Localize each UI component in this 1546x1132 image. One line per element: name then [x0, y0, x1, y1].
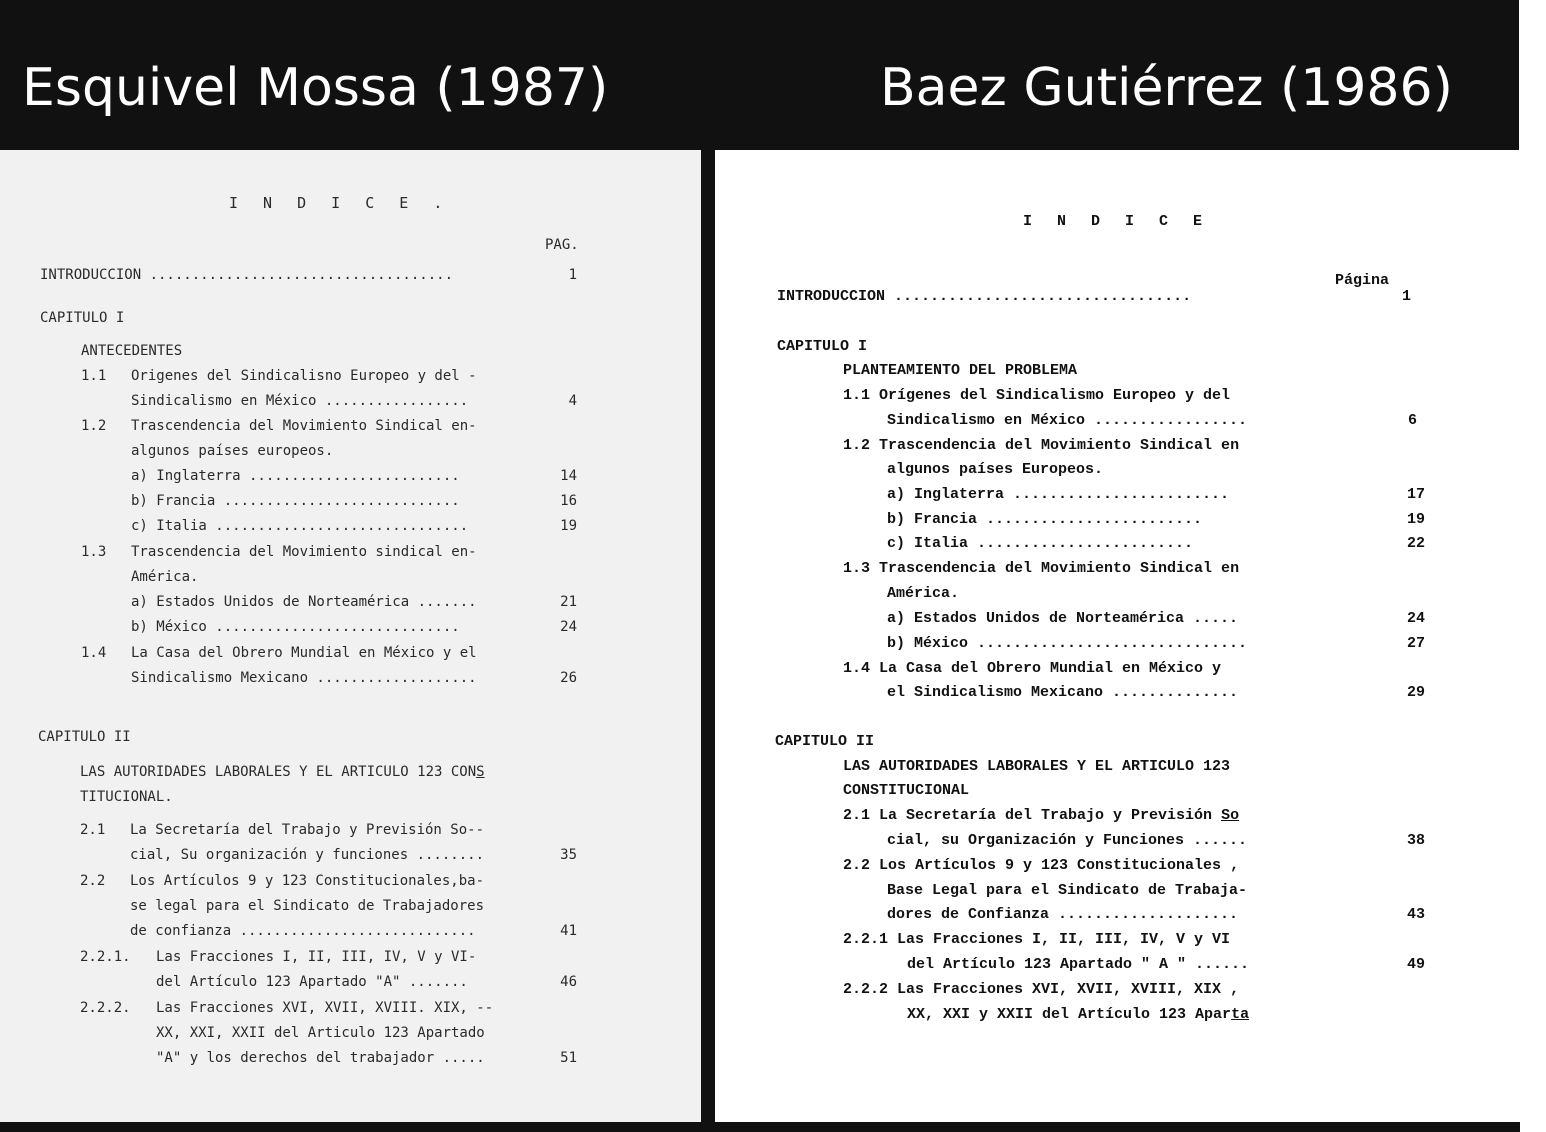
toc-entry: b) México ............................. [131, 619, 460, 635]
toc-page-number: 35 [560, 847, 577, 863]
chapter-subtitle: PLANTEAMIENTO DEL PROBLEMA [843, 362, 1078, 379]
toc-page-number: 27 [1406, 635, 1425, 652]
toc-entry: el Sindicalismo Mexicano .............. [887, 684, 1239, 701]
page-divider [701, 150, 715, 1122]
toc-entry: a) Estados Unidos de Norteamérica ....... [131, 594, 477, 610]
toc-page-number: 16 [560, 493, 577, 509]
toc-page-number: 49 [1406, 956, 1425, 973]
toc-entry: algunos países Europeos. [887, 461, 1104, 478]
toc-entry: Base Legal para el Sindicato de Trabaja- [887, 882, 1248, 899]
left-title: Esquivel Mossa (1987) [22, 58, 609, 118]
toc-page-number: 14 [560, 468, 577, 484]
toc-entry: "A" y los derechos del trabajador ..... [156, 1050, 485, 1066]
toc-intro: INTRODUCCION ................................. [777, 288, 1192, 305]
section-number: 2.2.2. [80, 1000, 131, 1016]
toc-entry: 1.4 La Casa del Obrero Mundial en México y [843, 660, 1222, 677]
section-number: 1.4 [81, 645, 107, 661]
toc-entry: Origenes del Sindicalisno Europeo y del - [131, 368, 477, 384]
toc-entry: b) México .............................. [887, 635, 1248, 652]
toc-entry: b) Francia ........................ [887, 511, 1203, 528]
toc-entry: La Casa del Obrero Mundial en México y el [131, 645, 477, 661]
chapter-heading: CAPITULO II [38, 729, 131, 745]
toc-page-number: 51 [560, 1050, 577, 1066]
toc-entry: La Secretaría del Trabajo y Previsión So-- [130, 822, 485, 838]
section-number: 1.2 [81, 418, 107, 434]
toc-entry-part: XX, XXI y XXII del Artículo 123 Apar [907, 1006, 1232, 1023]
page-column-header: PAG. [545, 237, 579, 253]
toc-entry: algunos países europeos. [131, 443, 334, 459]
section-number: 1.1 [81, 368, 107, 384]
toc-page-number: 22 [1406, 535, 1425, 552]
toc-entry: Las Fracciones XVI, XVII, XVIII. XIX, -- [156, 1000, 494, 1016]
toc-entry [843, 808, 1239, 823]
index-title: I N D I C E . [229, 194, 451, 212]
page-column-header: Página [1335, 272, 1390, 289]
toc-page-number: 46 [560, 974, 577, 990]
toc-entry: Sindicalismo Mexicano ................... [131, 670, 477, 686]
toc-entry: 1.2 Trascendencia del Movimiento Sindical en [843, 437, 1240, 454]
chapter-heading: CAPITULO II [775, 733, 875, 750]
toc-entry: Los Artículos 9 y 123 Constitucionales,ba- [130, 873, 485, 889]
section-number: 2.2.1. [80, 949, 131, 965]
toc-page-number: 29 [1406, 684, 1425, 701]
section-number: 2.2 [80, 873, 106, 889]
right-title: Baez Gutiérrez (1986) [880, 58, 1453, 118]
toc-entry-underlined: ta [1231, 1006, 1250, 1023]
toc-entry: Sindicalismo en México ................. [887, 412, 1248, 429]
toc-entry: Sindicalismo en México ................. [131, 393, 469, 409]
toc-entry: a) Inglaterra ......................... [131, 468, 460, 484]
toc-page-number: 19 [560, 518, 577, 534]
index-title: I N D I C E [1023, 213, 1211, 230]
toc-entry: c) Italia ........................ [887, 535, 1194, 552]
section-number: 2.1 [80, 822, 106, 838]
toc-entry: se legal para el Sindicato de Trabajadores [130, 898, 485, 914]
toc-page-number: 1 [1401, 288, 1411, 305]
toc-entry: XX, XXI, XXII del Articulo 123 Apartado [156, 1025, 485, 1041]
bottom-bar [0, 1122, 1520, 1132]
chapter-subtitle: CONSTITUCIONAL [843, 782, 970, 799]
toc-entry: de confianza ............................ [130, 923, 476, 939]
toc-page-number: 6 [1407, 412, 1417, 429]
toc-entry: Las Fracciones I, II, III, IV, V y VI- [156, 949, 477, 965]
chapter-subtitle: LAS AUTORIDADES LABORALES Y EL ARTICULO 123 [843, 758, 1231, 775]
toc-entry: 2.2.1 Las Fracciones I, II, III, IV, V y VI [843, 931, 1231, 948]
toc-page-number: 17 [1406, 486, 1425, 503]
chapter-subtitle-part: LAS AUTORIDADES LABORALES Y EL ARTICULO 123 CON [80, 764, 477, 780]
toc-entry: c) Italia .............................. [131, 518, 469, 534]
toc-page-number: 4 [568, 393, 577, 409]
right-document-page [715, 150, 1519, 1122]
toc-page-number: 19 [1406, 511, 1425, 528]
toc-entry-underlined: So [1221, 807, 1240, 824]
left-document-page [0, 150, 701, 1122]
toc-entry: cial, su Organización y Funciones ...... [887, 832, 1248, 849]
toc-page-number: 24 [560, 619, 577, 635]
toc-page-number: 21 [560, 594, 577, 610]
toc-entry: 1.3 Trascendencia del Movimiento Sindical en [843, 560, 1240, 577]
toc-page-number: 24 [1406, 610, 1425, 627]
toc-entry: del Artículo 123 Apartado "A" ....... [156, 974, 468, 990]
toc-entry: 1.1 Orígenes del Sindicalismo Europeo y del [843, 387, 1231, 404]
toc-entry: Trascendencia del Movimiento Sindical en- [131, 418, 477, 434]
toc-entry: América. [887, 585, 960, 602]
toc-entry: b) Francia ............................ [131, 493, 460, 509]
toc-entry: 2.2.2 Las Fracciones XVI, XVII, XVIII, XIX , [843, 981, 1240, 998]
toc-entry: dores de Confianza .................... [887, 906, 1239, 923]
toc-intro: INTRODUCCION .................................... [40, 267, 454, 283]
toc-entry: a) Inglaterra ........................ [887, 486, 1230, 503]
toc-entry [907, 1007, 1249, 1022]
toc-page-number: 41 [560, 923, 577, 939]
chapter-subtitle [80, 765, 485, 779]
section-number: 1.3 [81, 544, 107, 560]
toc-entry-part: 2.1 La Secretaría del Trabajo y Previsión [843, 807, 1222, 824]
chapter-heading: CAPITULO I [40, 310, 125, 326]
chapter-subtitle-underlined: S [476, 764, 485, 780]
chapter-heading: CAPITULO I [777, 338, 868, 355]
toc-entry: cial, Su organización y funciones ........ [130, 847, 485, 863]
toc-entry: Trascendencia del Movimiento sindical en- [131, 544, 477, 560]
toc-entry: América. [131, 569, 199, 585]
chapter-subtitle: ANTECEDENTES [81, 343, 183, 359]
toc-page-number: 1 [568, 267, 577, 283]
toc-page-number: 43 [1406, 906, 1425, 923]
toc-entry: 2.2 Los Artículos 9 y 123 Constitucionales , [843, 857, 1240, 874]
toc-page-number: 38 [1406, 832, 1425, 849]
toc-entry: del Artículo 123 Apartado " A " ...... [907, 956, 1250, 973]
toc-page-number: 26 [560, 670, 577, 686]
toc-entry: a) Estados Unidos de Norteamérica ..... [887, 610, 1239, 627]
right-margin [1519, 0, 1546, 1132]
chapter-subtitle: TITUCIONAL. [80, 789, 173, 805]
